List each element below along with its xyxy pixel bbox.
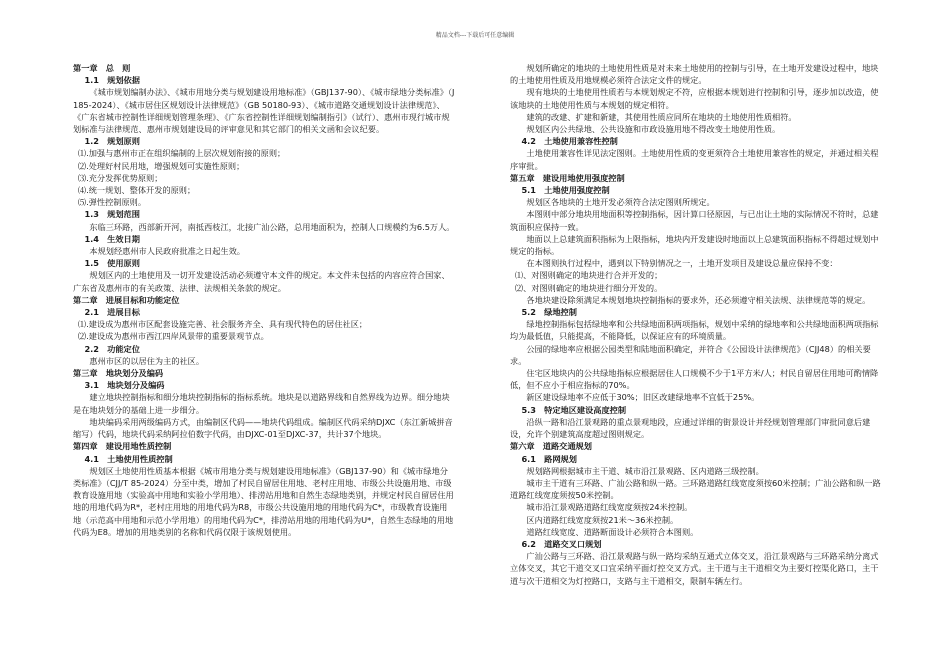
section-heading: 5.3 特定地区建设高度控制 — [521, 404, 627, 415]
paragraph: 规划区各地块的土地开发必须符合法定图则所规定。 — [526, 197, 715, 208]
chapter-heading: 第六章 道路交通规划 — [510, 441, 592, 452]
section-heading: 4.1 土地使用性质控制 — [84, 453, 173, 464]
paragraph: 惠州市区的以居住为主的社区。 — [89, 355, 205, 366]
section-heading: 5.1 土地使用强度控制 — [521, 185, 610, 196]
chapter-heading: 第五章 建设用地使用强度控制 — [510, 172, 625, 183]
paragraph: 各地块建设除须满足本规划地块控制指标的要求外，还必须遵守相关法规、法律规范等的规定。 — [526, 294, 871, 305]
paragraph: 规划路网根据城市主干道、城市沿江景观路、区内道路三级控制。 — [526, 465, 764, 476]
page-header: 精品文档---下载后可任意编辑 — [435, 32, 515, 39]
paragraph: 建筑的改建、扩建和新建，其使用性质应同所在地块的土地使用性质相符。 — [526, 111, 797, 122]
list-item: ⑴、对图则确定的地块进行合并开发的； — [514, 270, 663, 281]
chapter-heading: 第二章 进展目标和功能定位 — [73, 294, 180, 305]
paragraph: 地块编码采用两级编码方式，由编制区代码——地块代码组成。编制区代码采纳DJXC（东江新城拼音缩写）代码，地块代码采纳阿拉伯数字代码，由DJXC-01至DJXC-37，共计37个地块。 — [73, 416, 453, 440]
section-heading: 6.1 路网规划 — [521, 453, 577, 464]
section-heading: 1.1 规划依据 — [84, 75, 140, 86]
paragraph: 本规划经惠州市人民政府批准之日起生效。 — [89, 246, 245, 257]
section-heading: 3.1 地块划分及编码 — [84, 380, 165, 391]
chapter-heading: 第一章 总 则 — [73, 63, 131, 73]
paragraph: 地面以上总建筑面积指标为上限指标，地块内开发建设时地面以上总建筑面积指标不得超过规划中规定的指标。 — [510, 233, 879, 257]
list-item: ⑵.建设成为惠州市西江四岸风景带的重要景观节点。 — [77, 331, 269, 342]
paragraph: 《城市规划编制办法》、《城市用地分类与规划建设用地标准》（GBJ137-90）、《城市绿地分类标准》（J 185-2024）、《城市居住区规划设计法律规范》（GB 50180-93）、《城市道路交通规划设计法律规范》、《广东省城市控制性详细规划管理条理》、《广东省控制性详细规划编制指引》（试行）、惠州市现行城市规划标准与法律规范、惠州市规划建设局的评审意见和其它部门的相关文函和会议纪要。 — [73, 87, 455, 135]
list-item: ⑵.处理好村民用地，增强规划可实施性原则； — [77, 160, 245, 171]
paragraph: 本图则中部分地块用地面积等控制指标，因计算口径原因，与已出让土地的实际情况不符时，总建筑面积应保持一致。 — [510, 209, 879, 232]
section-heading: 1.4 生效日期 — [84, 233, 140, 244]
paragraph: 广汕公路与三环路、沿江景观路与纵一路均采纳互通式立体交叉，沿江景观路与三环路采纳分离式立体交叉，其它干道交叉口宜采纳平面灯控交叉方式。主干道与主干道相交为主要灯控渠化路口，主干道与次干道相交为灯控路口，支路与主干道相交，限制车辆左行。 — [510, 551, 879, 586]
chapter-heading: 第三章 地块划分及编码 — [73, 368, 164, 379]
section-heading: 5.2 绿地控制 — [521, 307, 577, 318]
section-heading: 4.2 土地使用兼容性控制 — [521, 136, 618, 147]
paragraph: 建立地块控制指标和细分地块控制指标的指标系统。地块是以道路界线和自然界线为边界。细分地块是在地块划分的基础上进一步细分。 — [73, 392, 450, 415]
paragraph: 绿地控制指标包括绿地率和公共绿地面积两项指标，规划中采纳的绿地率和公共绿地面积两项指标均为最低值，只能提高，不能降低，以保证应有的环境质量。 — [510, 319, 879, 342]
section-heading: 1.3 规划范围 — [84, 209, 140, 220]
paragraph: 道路红线宽度、道路断面设计必须符合本图则。 — [526, 526, 699, 537]
paragraph: 新区建设绿地率不应低于30%；旧区改建绿地率不宜低于25%。 — [526, 392, 760, 403]
paragraph: 土地使用兼容性详见法定图则。土地使用性质的变更须符合土地使用兼容性的规定，并通过相关程序审批。 — [510, 148, 879, 171]
paragraph: 规划区土地使用性质基本根据《城市用地分类与规划建设用地标准》（GBJ137-90）和《城市绿地分类标准》（CJJ/T 85-2024）分至中类，增加了村民自留居住用地、老村庄用地、市级公共设施用地、市级教育设施用地（实验高中用地和实验小学用地）、排涝站用地和自然生态绿地类别，并规定村民自留居住用地的用地代码为R*，老村庄用地的用地代码为R8，市级公共设施用地的用地代码为C*，市级教育设施用地（示范高中用地和示范小学用地）的用地代码为C*，排涝站用地的用地代码为U*，自然生态绿地的用地代码为E8。增加的用地类别的名称和代码仅限于该规划使用。 — [73, 465, 454, 537]
paragraph: 公园的绿地率应根据公园类型和陆地面积确定，并符合《公园设计法律规范》（CJJ48）的相关要求。 — [510, 343, 871, 366]
section-heading: 2.2 功能定位 — [84, 343, 140, 354]
paragraph: 在本图则执行过程中，遇到以下特别情况之一，土地开发项目及建设总量应保持不变： — [526, 258, 838, 269]
list-item: ⑷.统一规划、整体开发的原则； — [77, 185, 196, 196]
paragraph: 区内道路红线宽度须按21米～36米控制。 — [526, 514, 679, 525]
chapter-heading: 第四章 建设用地性质控制 — [73, 441, 172, 452]
right-column — [510, 62, 882, 587]
list-item: ⑸.弹性控制原则。 — [77, 197, 147, 208]
section-heading: 1.2 规划原则 — [84, 136, 140, 147]
paragraph: 城市主干道有三环路、广汕公路和纵一路。三环路道路红线宽度须按60米控制；广汕公路和纵一路道路红线宽度须按50米控制。 — [510, 477, 881, 501]
list-item: ⑶.充分发挥优势原则； — [77, 172, 163, 183]
list-item: ⑴.加强与惠州市正在组织编制的上层次规划衔接的原则； — [77, 148, 286, 159]
section-heading: 1.5 使用原则 — [84, 258, 140, 269]
list-item: ⑵、对图则确定的地块进行细分开发的。 — [514, 282, 663, 293]
paragraph: 规划区内公共绿地、公共设施和市政设施用地不得改变土地使用性质。 — [526, 124, 781, 135]
paragraph: 规划所确定的地块的土地使用性质是对未来土地使用的控制与引导，在土地开发建设过程中，地块的土地使用性质及用地规模必须符合法定文件的规定。 — [510, 63, 879, 86]
paragraph: 规划区内的土地使用及一切开发建设活动必须遵守本文件的规定。本文件未包括的内容应符合国家、广东省及惠州市的有关政策、法律、法规相关条款的规定。 — [73, 270, 450, 293]
list-item: ⑴.建设成为惠州市区配套设施完善、社会服务齐全、具有现代特色的居住社区； — [77, 319, 368, 330]
paragraph: 现有地块的土地使用性质若与本规划规定不符，应根据本规划进行控制和引导，逐步加以改造，使该地块的土地使用性质与本规划的规定相符。 — [510, 87, 879, 110]
paragraph: 东临三环路，西部新开河，南抵西枝江，北接广汕公路，总用地面积为，控制人口规模约为6.5万人。 — [89, 221, 455, 232]
paragraph: 住宅区地块内的公共绿地指标应根据居住人口规模不少于1平方米/人；村民自留居住用地可酌情降低，但不应小于相应指标的70%。 — [510, 368, 879, 391]
section-heading: 2.1 进展目标 — [84, 307, 140, 318]
paragraph: 沿纵一路和沿江景观路的重点景观地段，应通过详细的街景设计并经规划管理部门审批同意后建设，允许个别建筑高度超过图则规定。 — [510, 416, 871, 440]
left-column — [73, 62, 455, 538]
section-heading: 6.2 道路交叉口规划 — [521, 538, 602, 549]
paragraph: 城市沿江景观路道路红线宽度须按24米控制。 — [526, 502, 693, 513]
